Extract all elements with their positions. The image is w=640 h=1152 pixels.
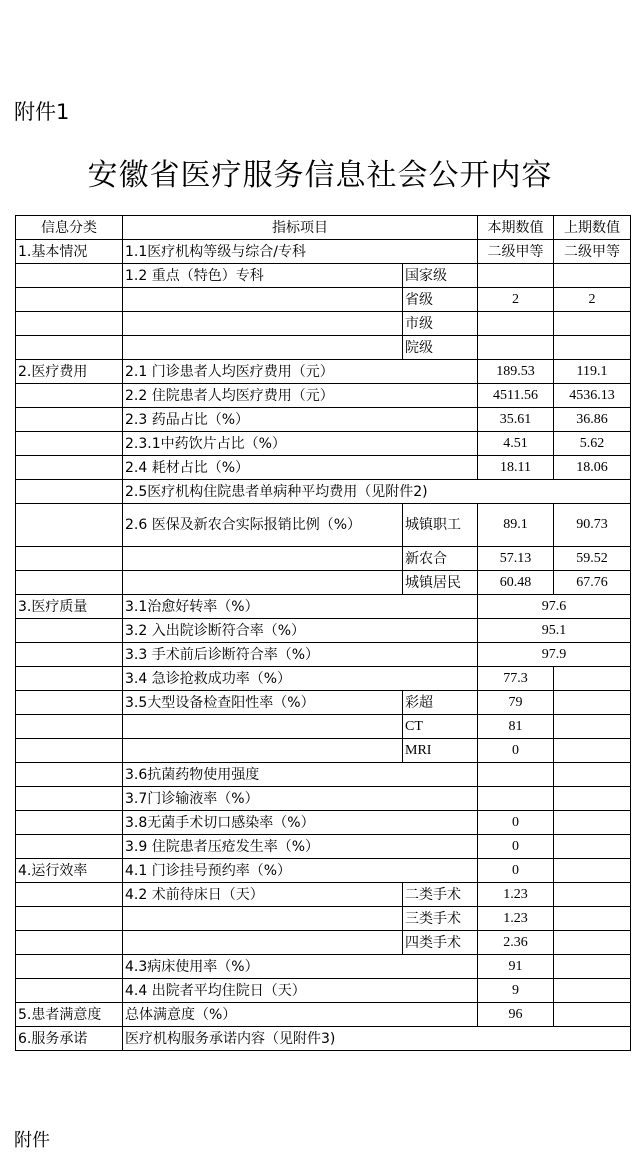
table-row [16, 859, 631, 883]
table-row [16, 787, 631, 811]
indicator-cell [123, 547, 403, 571]
current-value: 89.1 [478, 504, 554, 547]
header-indicator: 指标项目 [123, 216, 478, 240]
sub-item-cell: 彩超 [403, 691, 478, 715]
previous-value [554, 1003, 631, 1027]
previous-value [554, 955, 631, 979]
table-row [16, 811, 631, 835]
indicator-cell: 3.1治愈好转率（%） [123, 595, 478, 619]
previous-value [554, 264, 631, 288]
current-value: 60.48 [478, 571, 554, 595]
indicator-cell: 3.7门诊输液率（%） [123, 787, 478, 811]
previous-value: 36.86 [554, 408, 631, 432]
table-row [16, 1003, 631, 1027]
category-cell [16, 312, 123, 336]
previous-value [554, 336, 631, 360]
category-cell [16, 336, 123, 360]
category-cell: 1.基本情况 [16, 240, 123, 264]
sub-item-cell: 院级 [403, 336, 478, 360]
category-cell: 6.服务承诺 [16, 1027, 123, 1051]
indicator-cell [123, 336, 403, 360]
category-cell [16, 480, 123, 504]
indicator-cell [123, 715, 403, 739]
category-cell [16, 643, 123, 667]
header-current: 本期数值 [478, 216, 554, 240]
indicator-cell: 2.6 医保及新农合实际报销比例（%） [123, 504, 403, 547]
current-value: 0 [478, 811, 554, 835]
previous-value [554, 787, 631, 811]
indicator-cell: 3.9 住院患者压疮发生率（%） [123, 835, 478, 859]
table-row [16, 480, 631, 504]
table-row [16, 360, 631, 384]
previous-value [554, 739, 631, 763]
category-cell [16, 715, 123, 739]
current-value: 9 [478, 979, 554, 1003]
sub-item-cell: CT [403, 715, 478, 739]
sub-item-cell: 市级 [403, 312, 478, 336]
current-value: 0 [478, 835, 554, 859]
previous-value [554, 715, 631, 739]
sub-item-cell: 城镇职工 [403, 504, 478, 547]
current-value: 4.51 [478, 432, 554, 456]
category-cell: 4.运行效率 [16, 859, 123, 883]
sub-item-cell: MRI [403, 739, 478, 763]
category-cell [16, 931, 123, 955]
previous-value: 59.52 [554, 547, 631, 571]
category-cell [16, 907, 123, 931]
table-row [16, 571, 631, 595]
previous-value [554, 859, 631, 883]
current-value: 4511.56 [478, 384, 554, 408]
current-value [478, 787, 554, 811]
previous-value: 18.06 [554, 456, 631, 480]
category-cell [16, 384, 123, 408]
attachment-label: 附件1 [14, 100, 70, 124]
sub-item-cell: 国家级 [403, 264, 478, 288]
category-cell [16, 955, 123, 979]
current-value: 0 [478, 739, 554, 763]
current-value: 0 [478, 859, 554, 883]
document-title: 安徽省医疗服务信息社会公开内容 [87, 158, 553, 193]
previous-value [554, 691, 631, 715]
indicator-cell: 2.3.1中药饮片占比（%） [123, 432, 478, 456]
category-cell [16, 571, 123, 595]
sub-item-cell: 新农合 [403, 547, 478, 571]
indicator-cell: 2.1 门诊患者人均医疗费用（元） [123, 360, 478, 384]
current-value: 1.23 [478, 883, 554, 907]
table-row [16, 336, 631, 360]
table-row [16, 715, 631, 739]
header-previous: 上期数值 [554, 216, 631, 240]
table-row [16, 312, 631, 336]
table-row [16, 595, 631, 619]
table-row [16, 739, 631, 763]
table-row [16, 835, 631, 859]
indicator-cell: 总体满意度（%） [123, 1003, 478, 1027]
current-value [478, 264, 554, 288]
previous-value: 67.76 [554, 571, 631, 595]
merged-value: 95.1 [478, 619, 631, 643]
indicator-cell [123, 312, 403, 336]
previous-value [554, 312, 631, 336]
category-cell [16, 456, 123, 480]
category-cell [16, 667, 123, 691]
indicator-cell [123, 571, 403, 595]
previous-value [554, 883, 631, 907]
current-value: 91 [478, 955, 554, 979]
indicator-cell: 3.5大型设备检查阳性率（%） [123, 691, 403, 715]
category-cell [16, 835, 123, 859]
category-cell [16, 811, 123, 835]
previous-value: 5.62 [554, 432, 631, 456]
current-value: 18.11 [478, 456, 554, 480]
table-row [16, 264, 631, 288]
header-category: 信息分类 [16, 216, 123, 240]
indicator-cell [123, 931, 403, 955]
sub-item-cell: 四类手术 [403, 931, 478, 955]
category-cell: 5.患者满意度 [16, 1003, 123, 1027]
indicator-cell: 4.2 术前待床日（天） [123, 883, 403, 907]
info-table [15, 215, 631, 1051]
category-cell [16, 979, 123, 1003]
category-cell [16, 288, 123, 312]
previous-value [554, 979, 631, 1003]
current-value: 81 [478, 715, 554, 739]
indicator-cell: 2.2 住院患者人均医疗费用（元） [123, 384, 478, 408]
previous-value [554, 907, 631, 931]
previous-value: 119.1 [554, 360, 631, 384]
indicator-cell: 2.5医疗机构住院患者单病种平均费用（见附件2) [123, 480, 631, 504]
category-cell [16, 739, 123, 763]
category-cell: 2.医疗费用 [16, 360, 123, 384]
indicator-cell: 3.2 入出院诊断符合率（%） [123, 619, 478, 643]
current-value: 189.53 [478, 360, 554, 384]
current-value: 35.61 [478, 408, 554, 432]
current-value: 96 [478, 1003, 554, 1027]
category-cell: 3.医疗质量 [16, 595, 123, 619]
indicator-cell: 1.1医疗机构等级与综合/专科 [123, 240, 478, 264]
table-row [16, 288, 631, 312]
previous-value: 2 [554, 288, 631, 312]
current-value: 2 [478, 288, 554, 312]
current-value [478, 763, 554, 787]
previous-value: 90.73 [554, 504, 631, 547]
current-value: 1.23 [478, 907, 554, 931]
indicator-cell [123, 739, 403, 763]
indicator-cell: 3.6抗菌药物使用强度 [123, 763, 478, 787]
indicator-cell [123, 907, 403, 931]
table-row [16, 384, 631, 408]
table-row [16, 691, 631, 715]
table-row [16, 763, 631, 787]
table-row [16, 667, 631, 691]
merged-value: 97.6 [478, 595, 631, 619]
current-value: 77.3 [478, 667, 554, 691]
category-cell [16, 408, 123, 432]
current-value: 2.36 [478, 931, 554, 955]
indicator-cell: 4.4 出院者平均住院日（天） [123, 979, 478, 1003]
indicator-cell: 3.3 手术前后诊断符合率（%） [123, 643, 478, 667]
table-row [16, 643, 631, 667]
category-cell [16, 432, 123, 456]
indicator-cell: 3.4 急诊抢救成功率（%） [123, 667, 478, 691]
indicator-cell: 1.2 重点（特色）专科 [123, 264, 403, 288]
indicator-cell: 医疗机构服务承诺内容（见附件3) [123, 1027, 631, 1051]
category-cell [16, 504, 123, 547]
category-cell [16, 787, 123, 811]
table-row [16, 979, 631, 1003]
table-row [16, 432, 631, 456]
table-header-row [16, 216, 631, 240]
current-value: 79 [478, 691, 554, 715]
indicator-cell [123, 288, 403, 312]
indicator-cell: 2.4 耗材占比（%） [123, 456, 478, 480]
category-cell [16, 264, 123, 288]
category-cell [16, 547, 123, 571]
table-row [16, 883, 631, 907]
sub-item-cell: 省级 [403, 288, 478, 312]
category-cell [16, 619, 123, 643]
table-row [16, 408, 631, 432]
previous-value: 二级甲等 [554, 240, 631, 264]
indicator-cell: 3.8无菌手术切口感染率（%） [123, 811, 478, 835]
indicator-cell: 4.3病床使用率（%） [123, 955, 478, 979]
next-attachment-label: 附件 [14, 1130, 50, 1151]
table-row [16, 1027, 631, 1051]
previous-value [554, 835, 631, 859]
table-row [16, 504, 631, 547]
table-row [16, 456, 631, 480]
current-value: 二级甲等 [478, 240, 554, 264]
table-row [16, 619, 631, 643]
category-cell [16, 883, 123, 907]
table-row [16, 547, 631, 571]
previous-value [554, 811, 631, 835]
sub-item-cell: 城镇居民 [403, 571, 478, 595]
current-value: 57.13 [478, 547, 554, 571]
category-cell [16, 691, 123, 715]
sub-item-cell: 三类手术 [403, 907, 478, 931]
category-cell [16, 763, 123, 787]
table-row [16, 240, 631, 264]
table-row [16, 931, 631, 955]
sub-item-cell: 二类手术 [403, 883, 478, 907]
indicator-cell: 2.3 药品占比（%） [123, 408, 478, 432]
merged-value: 97.9 [478, 643, 631, 667]
table-row [16, 955, 631, 979]
previous-value [554, 931, 631, 955]
indicator-cell: 4.1 门诊挂号预约率（%） [123, 859, 478, 883]
current-value [478, 336, 554, 360]
previous-value: 4536.13 [554, 384, 631, 408]
previous-value [554, 763, 631, 787]
current-value [478, 312, 554, 336]
table-row [16, 907, 631, 931]
previous-value [554, 667, 631, 691]
